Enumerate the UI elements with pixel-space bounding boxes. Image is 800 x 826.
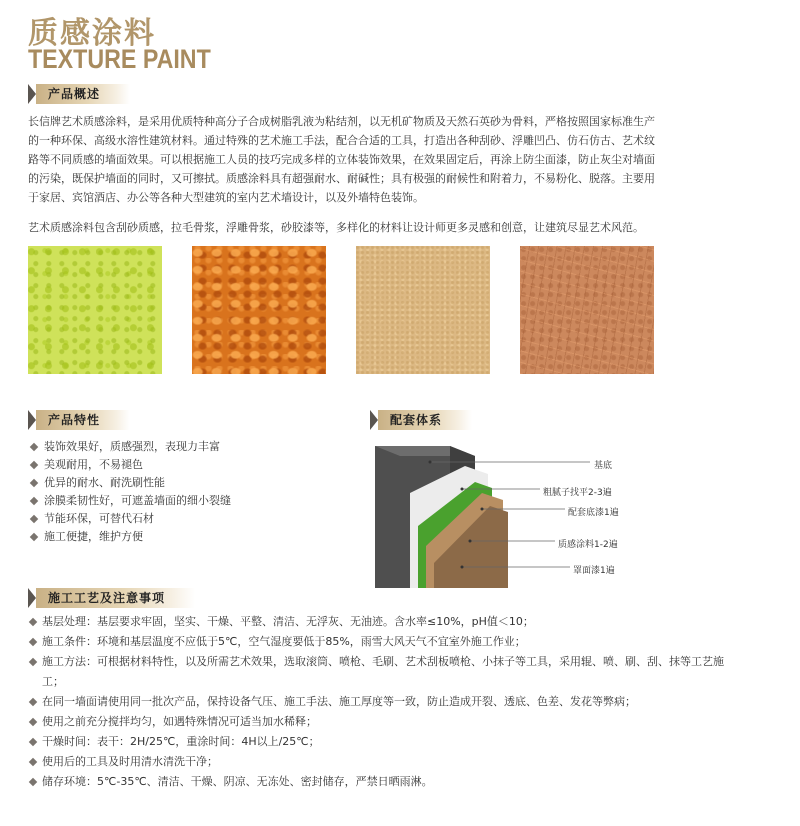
process-item: 使用后的工具及时用清水清洗干净； [28, 752, 728, 772]
feature-item: 施工便捷，维护方便 [28, 528, 231, 546]
heading-marker-icon [370, 410, 378, 430]
swatch-terracotta-texture [520, 246, 654, 374]
process-item: 施工方法：可根据材料特性，以及所需艺术效果，选取滚筒、喷枪、毛刷、艺术刮板喷枪、小抹子等工具，采用辊、喷、刷、刮、抹等工艺施工； [28, 652, 728, 692]
process-item: 储存环境：5℃-35℃、清洁、干燥、阴凉、无冻处、密封储存，严禁日晒雨淋。 [28, 772, 728, 792]
layer-label-primer: 配套底漆1遍 [568, 508, 619, 518]
feature-item: 优异的耐水、耐洗刷性能 [28, 474, 231, 492]
overview-line: 长信牌艺术质感涂料，是采用优质特种高分子合成树脂乳液为粘结剂，以无机矿物质及天然石英砂为骨料，严格按照国家标准生产 [28, 115, 655, 128]
heading-marker-icon [28, 588, 36, 608]
features-heading [28, 410, 130, 430]
bullet-diamond-icon [30, 497, 38, 505]
overview-line: 的污染，既保护墙面的同时，又可擦拭。质感涂料具有超强耐水、耐碱性；具有极强的耐候性和附着力，不易粉化、脱落。主要用 [28, 172, 655, 185]
system-heading-label: 配套体系 [378, 410, 472, 430]
process-heading-label: 施工工艺及注意事项 [36, 588, 195, 608]
overview-heading-label: 产品概述 [36, 84, 130, 104]
overview-line: 于家居、宾馆酒店、办公等各种大型建筑的室内艺术墙设计，以及外墙特色装饰。 [28, 191, 424, 204]
swatch-orange-relief-texture [192, 246, 326, 374]
layer-label-texture: 质感涂料1-2遍 [558, 540, 618, 550]
process-item: 基层处理：基层要求牢固，坚实、干燥、平整、清洁、无浮灰、无油迹。含水率≤10%，pH值＜10； [28, 612, 728, 632]
process-item: 干燥时间：表干：2H/25℃，重涂时间：4H以上/25℃； [28, 732, 728, 752]
swatch-lime-green-texture [28, 246, 162, 374]
overview-paragraph-2: 艺术质感涂料包含刮砂质感，拉毛骨浆，浮雕骨浆，砂胶漆等，多样化的材料让设计师更多灵感和创意，让建筑尽显艺术风范。 [28, 221, 644, 234]
bullet-diamond-icon [29, 717, 37, 725]
layer-label-base: 基底 [594, 461, 613, 471]
layer-label-topcoat: 罩面漆1遍 [573, 566, 615, 576]
bullet-diamond-icon [29, 637, 37, 645]
process-item: 在同一墙面请使用同一批次产品，保持设备气压、施工手法、施工厚度等一致，防止造成开裂、透底、色差、发花等弊病； [28, 692, 728, 712]
process-list [28, 612, 728, 792]
bullet-diamond-icon [29, 697, 37, 705]
features-heading-label: 产品特性 [36, 410, 130, 430]
feature-item: 涂膜柔韧性好，可遮盖墙面的细小裂缝 [28, 492, 231, 510]
bullet-diamond-icon [29, 657, 37, 665]
bullet-diamond-icon [30, 515, 38, 523]
page-title-en: TEXTURE PAINT [28, 44, 211, 74]
bullet-diamond-icon [29, 757, 37, 765]
bullet-diamond-icon [30, 479, 38, 487]
bullet-diamond-icon [30, 461, 38, 469]
bullet-diamond-icon [29, 777, 37, 785]
heading-marker-icon [28, 84, 36, 104]
layer-label-putty: 粗腻子找平2-3遍 [543, 488, 612, 498]
bullet-diamond-icon [29, 737, 37, 745]
heading-marker-icon [28, 410, 36, 430]
process-heading [28, 588, 195, 608]
system-heading [370, 410, 472, 430]
overview-line: 路等不同质感的墙面效果。可以根据施工人员的技巧完成多样的立体装饰效果，在效果固定后，再涂上防尘面漆，防止灰尘对墙面 [28, 153, 655, 166]
bullet-diamond-icon [29, 617, 37, 625]
feature-item: 美观耐用，不易褪色 [28, 456, 231, 474]
features-list [28, 438, 231, 546]
feature-item: 装饰效果好，质感强烈，表现力丰富 [28, 438, 231, 456]
overview-line: 的一种环保、高级水溶性建筑材料。通过特殊的艺术施工手法，配合合适的工具，打造出各种刮砂、浮雕凹凸、仿石仿古、艺术纹 [28, 134, 655, 147]
swatch-sand-texture [356, 246, 490, 374]
process-item: 使用之前充分搅拌均匀，如遇特殊情况可适当加水稀释； [28, 712, 728, 732]
page-title-cn: 质感涂料 [28, 16, 156, 51]
overview-paragraph [28, 112, 773, 207]
process-item: 施工条件：环境和基层温度不应低于5℃，空气湿度要低于85%，雨雪大风天气不宜室外施工作业； [28, 632, 728, 652]
bullet-diamond-icon [30, 443, 38, 451]
bullet-diamond-icon [30, 533, 38, 541]
overview-heading [28, 84, 130, 104]
feature-item: 节能环保，可替代石材 [28, 510, 231, 528]
